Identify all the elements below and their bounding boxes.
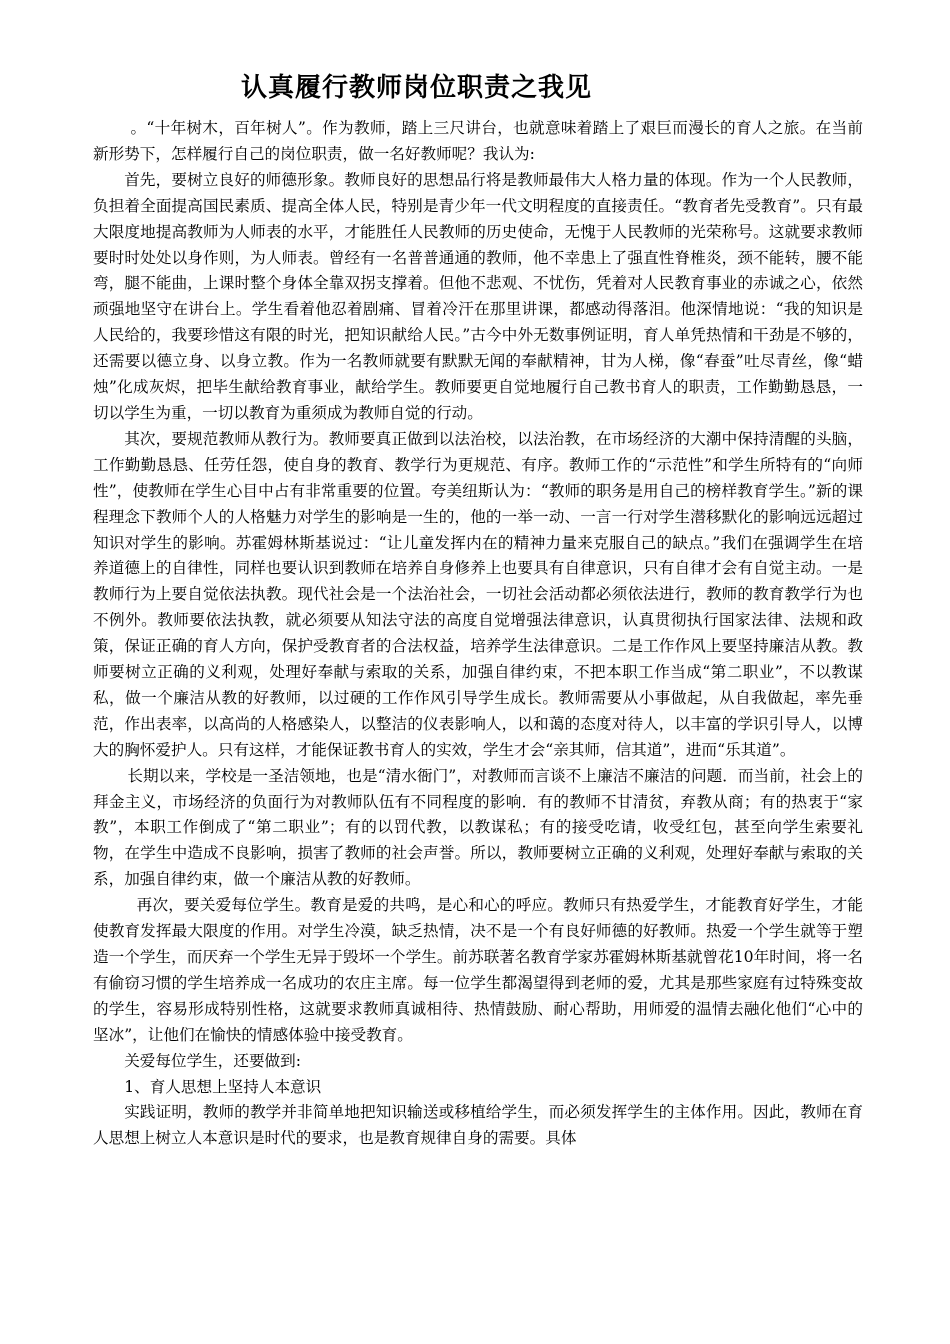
paragraph-subheading-1: 1、育人思想上坚持人本意识 xyxy=(124,1077,322,1096)
paragraph-third-point: 再次，要关爱每位学生。教育是爱的共鸣，是心和心的呼应。教师只有热爱学生，才能教育好学生，才能使教育发挥最大限度的作用。对学生冷漠，缺乏热情，决不是一个有良好师德的好教师。热爱一个学生就等于塑造一个学生，而厌弃一个学生无异于毁坏一个学生。前苏联著名教育学家苏霍姆林斯基就曾花10年时间，将一名有偷窃习惯的学生培养成一名成功的农庄主席。每一位学生都渴望得到老师的爱，尤其是那些家庭有过特殊变故的学生，容易形成特别性格，这就要求教师真诚相待、热情鼓励、耐心帮助，用师爱的温情去融化他们“心中的坚冰”，让他们在愉快的情感体验中接受教育。 xyxy=(93,896,863,1044)
paragraph-care-intro: 关爱每位学生，还要做到: xyxy=(124,1051,301,1070)
document-title: 认真履行教师岗位职责之我见 xyxy=(241,73,593,103)
paragraph-intro: 。“十年树木，百年树人”。作为教师，踏上三尺讲台，也就意味着踏上了艰巨而漫长的育人之旅。在当前新形势下，怎样履行自己的岗位职责，做一名好教师呢？我认为: xyxy=(93,119,863,163)
paragraph-practice: 实践证明，教师的教学并非简单地把知识输送或移植给学生，而必须发挥学生的主体作用。因此，教师在育人思想上树立人本意识是时代的要求，也是教育规律自身的需要。具体 xyxy=(93,1103,863,1148)
document-page xyxy=(93,66,863,1152)
paragraph-integrity: 长期以来，学校是一圣洁领地，也是“清水衙门”，对教师而言谈不上廉洁不廉洁的问题．而当前，社会上的拜金主义，市场经济的负面行为对教师队伍有不同程度的影响．有的教师不甘清贫，弃教从商；有的热衷于“家教”，本职工作倒成了“第二职业”；有的以罚代教，以教谋私；有的接受吃请，收受红包，甚至向学生索要礼物，在学生中造成不良影响，损害了教师的社会声誉。所以，教师要树立正确的义利观，处理好奉献与索取的关系，加强自律约束，做一个廉洁从教的好教师。 xyxy=(93,766,863,889)
paragraph-second-point: 其次，要规范教师从教行为。教师要真正做到以法治校，以法治教，在市场经济的大潮中保持清醒的头脑，工作勤勤恳恳、任劳任怨，使自身的教育、教学行为更规范、有序。教师工作的“示范性”和学生所特有的“向师性”，使教师在学生心目中占有非常重要的位置。夸美纽斯认为：“教师的职务是用自己的榜样教育学生。”新的课程理念下教师个人的人格魅力对学生的影响是一生的，他的一举一动、一言一行对学生潜移默化的影响远远超过知识对学生的影响。苏霍姆林斯基说过：“让儿童发挥内在的精神力量来克服自己的缺点。”我们在强调学生在培养道德上的自律性，同样也要认识到教师在培养自身修养上也要具有自律意识，只有自律才会有自觉主动。一是教师行为上要自觉依法执教。现代社会是一个法治社会，一切社会活动都必须依法进行，教师的教育教学行为也不例外。教师要依法执教，就必须要从知法守法的高度自觉增强法律意识，认真贯彻执行国家法律、法规和政策，保证正确的育人方向，保护受教育者的合法权益，培养学生法律意识。二是工作作风上要坚持廉洁从教。教师要树立正确的义利观，处理好奉献与索取的关系，加强自律约束，不把本职工作当成“第二职业”，不以教谋私，做一个廉洁从教的好教师，以过硬的工作作风引导学生成长。教师需要从小事做起，从自我做起，率先垂范，作出表率，以高尚的人格感染人，以整洁的仪表影响人，以和蔼的态度对待人，以丰富的学识引导人，以博大的胸怀爱护人。只有这样，才能保证教书育人的实效，学生才会“亲其师，信其道”，进而“乐其道”。 xyxy=(93,429,863,759)
paragraph-first-point: 首先，要树立良好的师德形象。教师良好的思想品行将是教师最伟大人格力量的体现。作为一个人民教师，负担着全面提高国民素质、提高全体人民，特别是青少年一代文明程度的直接责任。“教育者先受教育”。只有最大限度地提高教师为人师表的水平，才能胜任人民教师的历史使命，无愧于人民教师的光荣称号。这就要求教师要时时处处以身作则，为人师表。曾经有一名普普通通的教师，他不幸患上了强直性脊椎炎，颈不能转，腰不能弯，腿不能曲，上课时整个身体全靠双拐支撑着。但他不悲观、不忧伤，凭着对人民教育事业的赤诚之心，依然顽强地坚守在讲台上。学生看着他忍着剧痛、冒着冷汗在那里讲课，都感动得落泪。他深情地说：“我的知识是人民给的，我要珍惜这有限的时光，把知识献给人民。”古今中外无数事例证明，育人单凭热情和干劲是不够的，还需要以德立身、以身立教。作为一名教师就要有默默无闻的奉献精神，甘为人梯，像“春蚕”吐尽青丝，像“蜡烛”化成灰烬，把毕生献给教育事业，献给学生。教师要更自觉地履行自己教书育人的职责，工作勤勤恳恳，一切以学生为重，一切以教育为重须成为教师自觉的行动。 xyxy=(93,170,863,422)
